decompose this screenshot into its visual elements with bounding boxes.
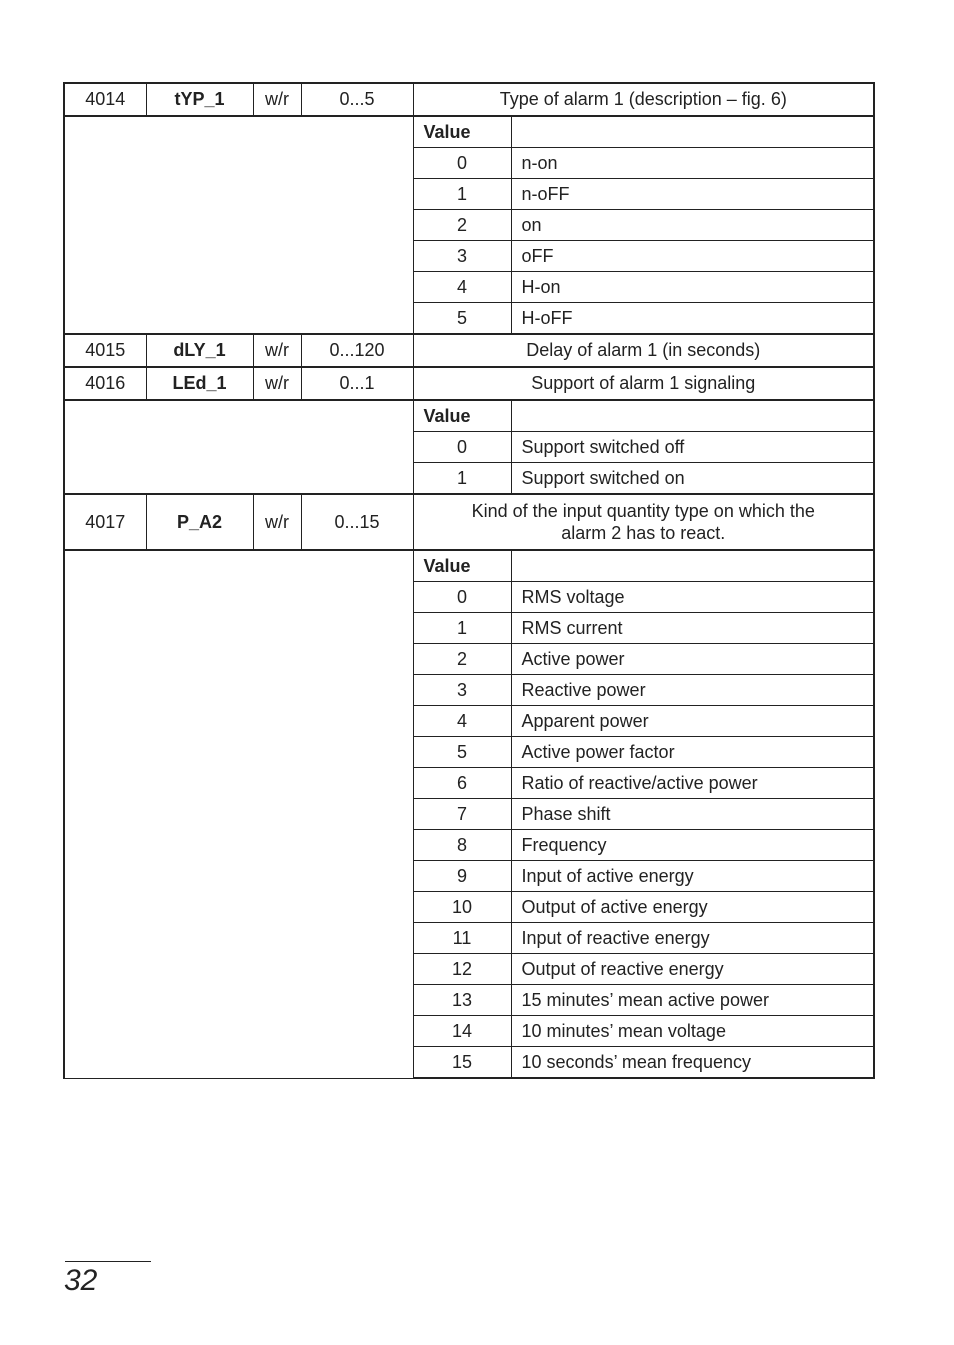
meaning-column-header bbox=[511, 116, 874, 148]
value-code: 0 bbox=[413, 432, 511, 463]
register-table bbox=[63, 82, 875, 1079]
register-description: Delay of alarm 1 (in seconds) bbox=[413, 334, 874, 367]
value-code: 9 bbox=[413, 861, 511, 892]
register-range: 0...15 bbox=[301, 494, 413, 550]
register-address: 4015 bbox=[64, 334, 146, 367]
value-meaning: Output of reactive energy bbox=[511, 954, 874, 985]
value-meaning: Support switched off bbox=[511, 432, 874, 463]
register-address: 4014 bbox=[64, 83, 146, 116]
register-row-4017 bbox=[64, 494, 874, 550]
value-meaning: RMS current bbox=[511, 613, 874, 644]
register-symbol: LEd_1 bbox=[146, 367, 253, 400]
value-meaning: Output of active energy bbox=[511, 892, 874, 923]
value-code: 1 bbox=[413, 613, 511, 644]
register-access: w/r bbox=[253, 367, 301, 400]
value-meaning: H-on bbox=[511, 272, 874, 303]
register-symbol: dLY_1 bbox=[146, 334, 253, 367]
register-row-4015 bbox=[64, 334, 874, 367]
meaning-column-header bbox=[511, 550, 874, 582]
register-description: Type of alarm 1 (description – fig. 6) bbox=[413, 83, 874, 116]
register-range: 0...120 bbox=[301, 334, 413, 367]
value-meaning: Support switched on bbox=[511, 463, 874, 495]
value-code: 1 bbox=[413, 179, 511, 210]
register-address: 4016 bbox=[64, 367, 146, 400]
value-code: 14 bbox=[413, 1016, 511, 1047]
value-table-spacer bbox=[64, 116, 413, 334]
register-access: w/r bbox=[253, 83, 301, 116]
value-code: 11 bbox=[413, 923, 511, 954]
register-description: Support of alarm 1 signaling bbox=[413, 367, 874, 400]
value-code: 3 bbox=[413, 675, 511, 706]
value-header-row bbox=[64, 550, 874, 582]
value-meaning: Reactive power bbox=[511, 675, 874, 706]
register-table-body bbox=[64, 83, 874, 1078]
value-meaning: Frequency bbox=[511, 830, 874, 861]
value-meaning: 15 minutes’ mean active power bbox=[511, 985, 874, 1016]
value-code: 0 bbox=[413, 148, 511, 179]
value-column-header: Value bbox=[413, 550, 511, 582]
value-header-row bbox=[64, 116, 874, 148]
meaning-column-header bbox=[511, 400, 874, 432]
value-code: 7 bbox=[413, 799, 511, 830]
value-meaning: n-on bbox=[511, 148, 874, 179]
register-symbol: tYP_1 bbox=[146, 83, 253, 116]
value-code: 2 bbox=[413, 644, 511, 675]
value-table-spacer bbox=[64, 400, 413, 494]
value-code: 4 bbox=[413, 272, 511, 303]
value-meaning: Active power factor bbox=[511, 737, 874, 768]
page-number: 32 bbox=[64, 1264, 98, 1297]
register-description: Kind of the input quantity type on which the alarm 2 has to react. bbox=[413, 494, 874, 550]
value-meaning: Input of active energy bbox=[511, 861, 874, 892]
value-meaning: H-oFF bbox=[511, 303, 874, 335]
register-row-4016 bbox=[64, 367, 874, 400]
register-access: w/r bbox=[253, 494, 301, 550]
value-column-header: Value bbox=[413, 400, 511, 432]
value-code: 15 bbox=[413, 1047, 511, 1079]
value-meaning: on bbox=[511, 210, 874, 241]
value-column-header: Value bbox=[413, 116, 511, 148]
value-meaning: Ratio of reactive/active power bbox=[511, 768, 874, 799]
value-code: 10 bbox=[413, 892, 511, 923]
value-code: 3 bbox=[413, 241, 511, 272]
value-meaning: 10 seconds’ mean frequency bbox=[511, 1047, 874, 1079]
value-code: 0 bbox=[413, 582, 511, 613]
register-row-4014 bbox=[64, 83, 874, 116]
value-meaning: 10 minutes’ mean voltage bbox=[511, 1016, 874, 1047]
register-range: 0...5 bbox=[301, 83, 413, 116]
value-table-spacer bbox=[64, 550, 413, 1078]
register-range: 0...1 bbox=[301, 367, 413, 400]
register-symbol: P_A2 bbox=[146, 494, 253, 550]
value-meaning: Active power bbox=[511, 644, 874, 675]
value-meaning: oFF bbox=[511, 241, 874, 272]
value-header-row bbox=[64, 400, 874, 432]
value-meaning: n-oFF bbox=[511, 179, 874, 210]
page-number-rule bbox=[65, 1261, 151, 1262]
value-meaning: Phase shift bbox=[511, 799, 874, 830]
value-code: 12 bbox=[413, 954, 511, 985]
value-meaning: Apparent power bbox=[511, 706, 874, 737]
value-code: 5 bbox=[413, 737, 511, 768]
value-code: 5 bbox=[413, 303, 511, 335]
value-code: 1 bbox=[413, 463, 511, 495]
value-code: 2 bbox=[413, 210, 511, 241]
value-code: 6 bbox=[413, 768, 511, 799]
value-meaning: RMS voltage bbox=[511, 582, 874, 613]
value-code: 8 bbox=[413, 830, 511, 861]
register-access: w/r bbox=[253, 334, 301, 367]
value-code: 13 bbox=[413, 985, 511, 1016]
value-code: 4 bbox=[413, 706, 511, 737]
value-meaning: Input of reactive energy bbox=[511, 923, 874, 954]
register-address: 4017 bbox=[64, 494, 146, 550]
